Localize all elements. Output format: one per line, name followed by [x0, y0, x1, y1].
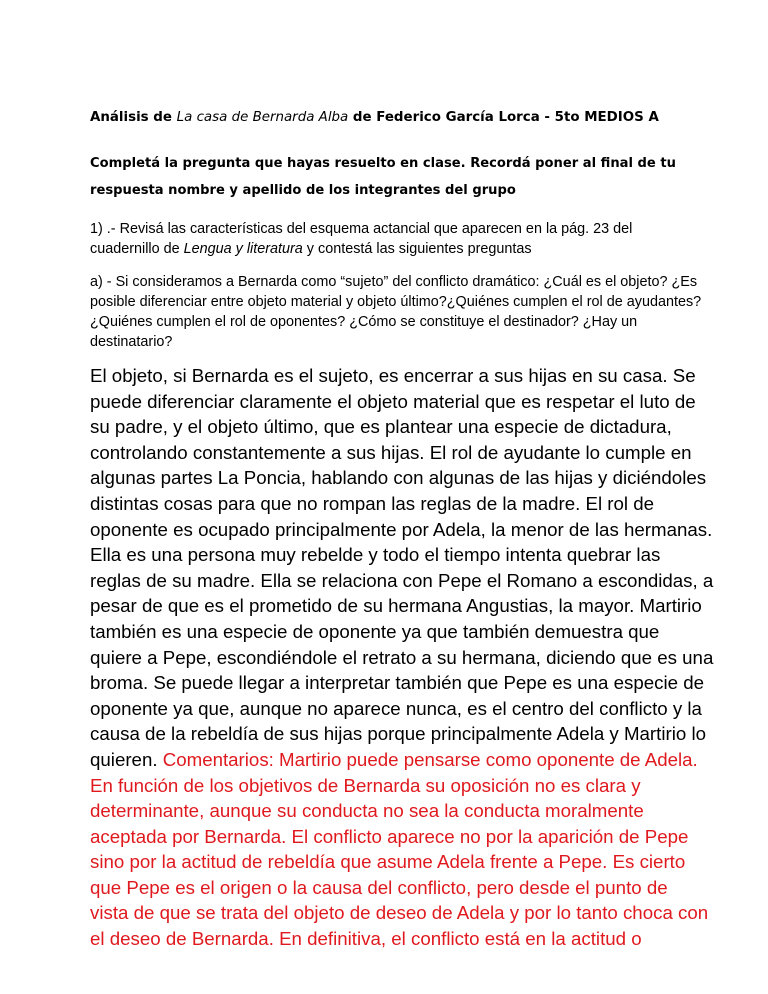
answer-line: Ella es una persona muy rebelde y todo el tiempo intenta quebrar las: [90, 544, 661, 566]
teacher-comment: Comentarios: Martirio puede pensarse como oponente de Adela.: [162, 748, 698, 770]
title-work-name: La casa de Bernarda Alba: [176, 110, 349, 125]
instruction-paragraph: [90, 150, 700, 204]
answer-line: quiere a Pepe, escondiéndole el retrato a su hermana, diciendo que es una: [90, 646, 714, 668]
answer-line: reglas de su madre. Ella se relaciona con Pepe el Romano a escondidas, a: [90, 569, 714, 591]
question-a-line: ¿Quiénes cumplen el rol de oponentes? ¿Cómo se constituye el destinador? ¿Hay un: [90, 314, 638, 330]
title-prefix: Análisis de: [90, 110, 177, 125]
question-a: [90, 272, 710, 352]
answer-line: su padre, y el objeto último, que es plantear una especie de dictadura,: [90, 416, 672, 438]
question-a-line: destinatario?: [90, 334, 173, 350]
question-1-line: [90, 239, 710, 259]
instruction-line: Completá la pregunta que hayas resuelto en clase. Recordá poner al final de tu: [90, 156, 676, 171]
teacher-comment-line: vista de que se trata del objeto de deseo de Adela y por lo tanto choca con: [90, 902, 709, 924]
teacher-comment-line: determinante, aunque su conducta no sea la conducta moralmente: [90, 800, 644, 822]
question-a-line: a) - Si consideramos a Bernarda como “sujeto” del conflicto dramático: ¿Cuál es el objeto? ¿Es: [90, 274, 698, 290]
answer-line: pesar de que es el prometido de su hermana Angustias, la mayor. Martirio: [90, 595, 702, 617]
teacher-comment-line: aceptada por Bernarda. El conflicto aparece no por la aparición de Pepe: [90, 825, 689, 847]
answer-line: algunas partes La Poncia, hablando con algunas de las hijas y diciéndoles: [90, 467, 707, 489]
instruction-line: respuesta nombre y apellido de los integrantes del grupo: [90, 183, 516, 198]
document-title: [90, 110, 730, 125]
question-a-line: posible diferenciar entre objeto material y objeto último?¿Quiénes cumplen el rol de ayudantes?: [90, 294, 702, 310]
answer-line: oponente es ocupado principalmente por Adela, la menor de las hermanas.: [90, 518, 713, 540]
answer-line: causa de la rebeldía de sus hijas porque principalmente Adela y Martirio lo: [90, 723, 707, 745]
teacher-comment-line: que Pepe es el origen o la causa del conflicto, pero desde el punto de: [90, 876, 668, 898]
answer-line: distintas cosas para que no rompan las reglas de la madre. El rol de: [90, 492, 655, 514]
title-suffix: de Federico García Lorca - 5to MEDIOS A: [348, 110, 659, 125]
question-1-text: cuadernillo de: [90, 241, 184, 257]
answer-line: también es una especie de oponente ya que también demuestra que: [90, 620, 660, 642]
teacher-comment-line: el deseo de Bernarda. En definitiva, el conflicto está en la actitud o: [90, 928, 642, 950]
answer-line: controlando constantemente a sus hijas. El rol de ayudante lo cumple en: [90, 441, 692, 463]
question-1-book-title: Lengua y literatura: [183, 241, 303, 257]
answer-line: oponente ya que, aunque no aparece nunca, es el centro del conflicto y la: [90, 697, 702, 719]
teacher-comment-line: sino por la actitud de rebeldía que asume Adela frente a Pepe. Es cierto: [90, 851, 686, 873]
answer-text: quieren.: [90, 748, 163, 770]
answer-line: [90, 747, 698, 773]
answer-paragraph: [90, 363, 714, 952]
question-1: [90, 219, 710, 259]
question-1-text: y contestá las siguientes preguntas: [302, 241, 532, 257]
teacher-comment-line: En función de los objetivos de Bernarda su oposición no es clara y: [90, 774, 641, 796]
question-1-line: 1) .- Revisá las características del esquema actancial que aparecen en la pág. 23 del: [90, 221, 633, 237]
answer-line: puede diferenciar claramente el objeto material que es respetar el luto de: [90, 390, 696, 412]
answer-line: El objeto, si Bernarda es el sujeto, es encerrar a sus hijas en su casa. Se: [90, 365, 696, 386]
answer-line: broma. Se puede llegar a interpretar también que Pepe es una especie de: [90, 672, 704, 694]
